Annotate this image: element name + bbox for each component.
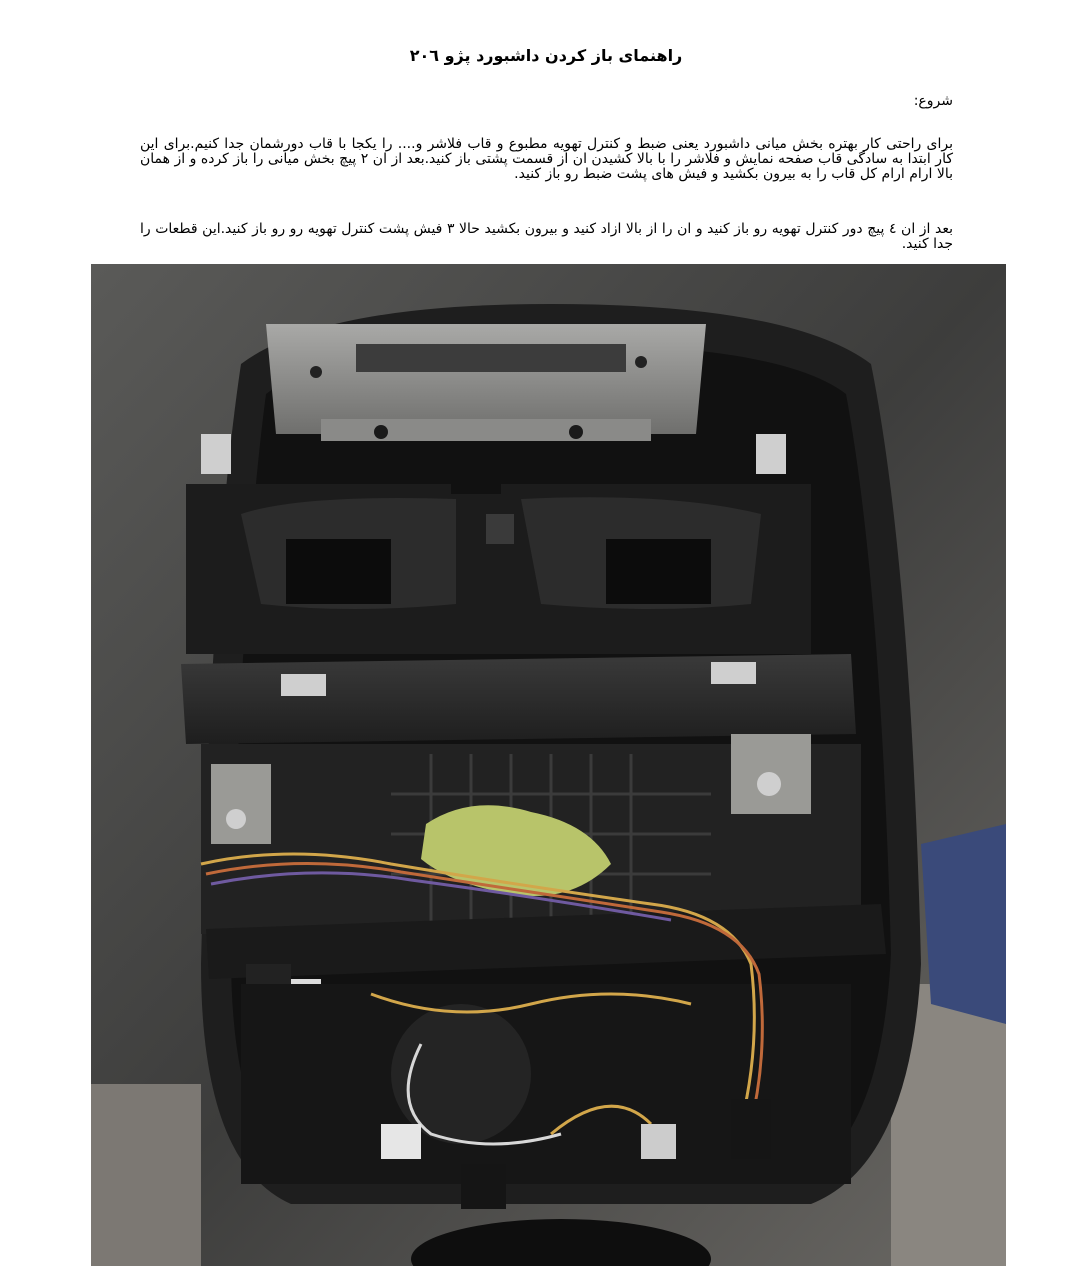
section-heading: شروع: [913, 93, 953, 109]
paragraph-1: برای راحتی کار بهتره بخش میانی داشبورد یعنی ضبط و کنترل تهویه مطبوع و قاب فلاشر و.... را یکجا با قاب دورشمان جدا کنیم.برای این کار ابتدا به سادگی قاب صفحه نمایش و فلاشر را با بالا کشیدن ان از قسمت پشتی باز کنید.بعد از ان ۲ پیچ بخش میانی را باز کرده و از همان بالا ارام ارام کل قاب را به بیرون بکشید و فیش های پشت ضبط رو باز کنید. [140, 136, 953, 182]
document-title: راهنمای باز کردن داشبورد پژو ۲۰٦ [409, 46, 683, 65]
dashboard-photo-icon [91, 264, 1006, 1266]
dashboard-photo [91, 264, 1006, 1266]
paragraph-2: بعد از ان ٤ پیچ دور کنترل تهویه رو باز کنید و ان را از بالا ازاد کنید و بیرون بکشید حالا ۳ فیش پشت کنترل تهویه رو رو باز کنید.این قطعات را جدا کنید. [140, 221, 954, 252]
